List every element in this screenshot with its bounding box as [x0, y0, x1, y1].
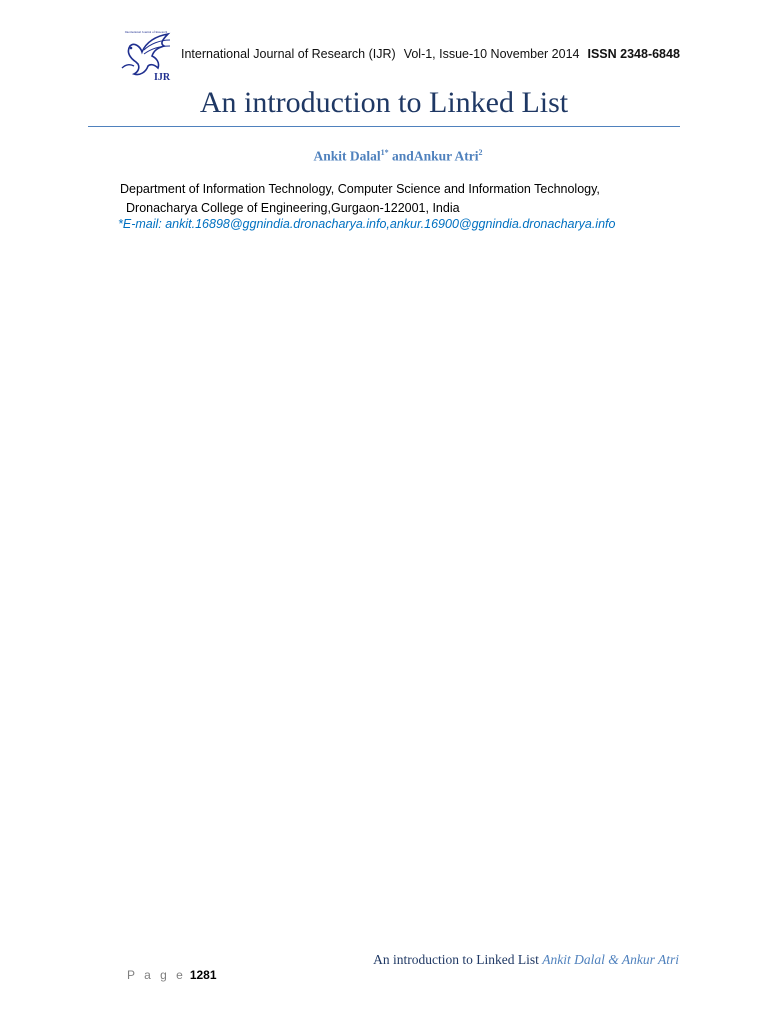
journal-logo: [116, 28, 174, 86]
author-emails: *E-mail: ankit.16898@ggnindia.dronacharya.info,ankur.16900@ggnindia.dronacharya.info: [118, 217, 616, 231]
author-connector: and: [388, 148, 414, 164]
author-1-affiliation-mark: 1*: [380, 148, 389, 157]
running-footer: [373, 952, 679, 968]
author-line: [0, 148, 768, 165]
affiliation: [120, 180, 600, 218]
page-label: P a g e: [127, 968, 186, 982]
affiliation-line-2: Dronacharya College of Engineering,Gurgaon-122001, India: [126, 201, 460, 215]
title-divider: [88, 126, 680, 127]
journal-name: International Journal of Research (IJR): [181, 47, 396, 61]
journal-volume: Vol-1, Issue-10 November 2014: [403, 47, 580, 61]
journal-header: [181, 47, 680, 61]
page-number: [127, 968, 217, 982]
paper-title: An introduction to Linked List: [199, 86, 569, 119]
author-1: Ankit Dalal: [313, 148, 381, 164]
logo-caption: International Journal of Research: [124, 30, 168, 34]
pegasus-logo-icon: [116, 28, 174, 86]
affiliation-line-1: Department of Information Technology, Computer Science and Information Technology,: [120, 182, 600, 196]
author-2: Ankur Atri: [413, 148, 479, 164]
page-number-value: 1281: [189, 968, 217, 982]
logo-text: IJR: [153, 72, 171, 83]
author-2-affiliation-mark: 2: [478, 148, 483, 157]
journal-issn: ISSN 2348-6848: [587, 47, 680, 61]
footer-paper-title: An introduction to Linked List: [373, 952, 539, 967]
footer-authors: Ankit Dalal & Ankur Atri: [542, 952, 679, 967]
